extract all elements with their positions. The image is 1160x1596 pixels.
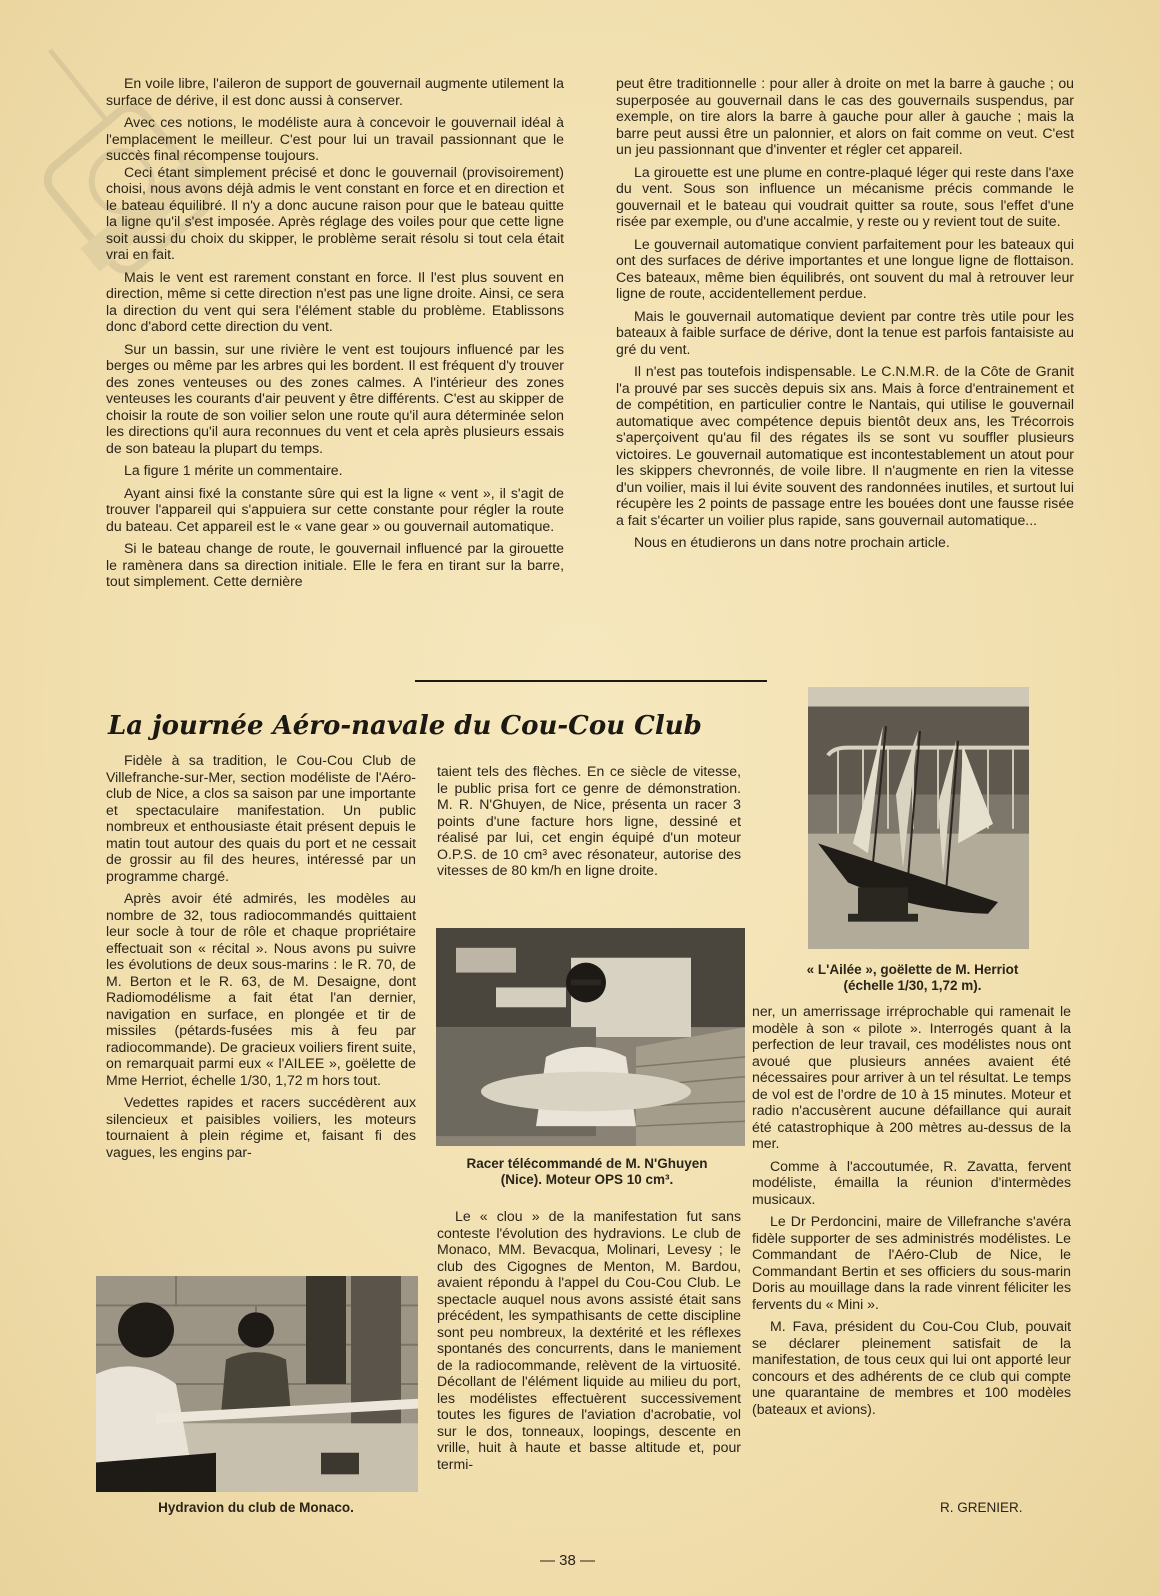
seaplane-model-photo [96,1276,418,1492]
paragraph: Ayant ainsi fixé la constante sûre qui est la ligne « vent », il s'agit de trouver l'appareil qui s'appuiera sur cette constante pour régler la route du bateau. Cet appareil est le « vane gear » ou gouvernail automatique. [106,484,564,534]
paragraph: Le gouvernail automatique convient parfaitement pour les bateaux qui ont des surfaces de dérive importantes et une longue ligne de flottaison. Ces bateaux, même bien équilibrés, ont souvent du mal à retrouver leur ligne de route, accidentellement perdue. [616,235,1074,301]
page-number: — 38 — [540,1552,596,1569]
paragraph: Le Dr Perdoncini, maire de Villefranche s'avéra fidèle supporter de ses administrés modélistes. Le Commandant de l'Aéro-Club de Nice, le Commandant Bertin et ses officiers du sous-marin Doris au mouillage dans la rade vinrent féliciter les fervents du « Mini ». [752,1213,1071,1312]
paragraph: Fidèle à sa tradition, le Cou-Cou Club de Villefranche-sur-Mer, section modéliste de l'Aéro-club de Nice, a clos sa saison par une importante et spectaculaire manifestation. Un public nombreux et enthousiaste était présent depuis le matin tout autour des quais du port et ne cessait de grossir au fil des heures, intéressé par un programme chargé. [106,752,416,884]
paragraph: ner, un amerrissage irréprochable qui ramenait le modèle à son « pilote ». Interrogés quant à la perfection de leur travail, ces modélistes nous ont avoué que plusieurs années avaient été nécessaires pour arriver à un tel résultat. Le temps de vol est de l'ordre de 10 à 15 minutes. Moteur et radio n'accusèrent aucune défaillance qui aurait été catastrophique à 200 mètres au-dessus de la mer. [752,1003,1071,1151]
paragraph: Il n'est pas toutefois indispensable. Le C.N.M.R. de la Côte de Granit l'a prouvé par ses succès depuis six ans. Mais à force d'entrainement et de compétition, en particulier contre le Nantais, qui utilise le gouvernail automatique avec compétence depuis bientôt deux ans, les Trécorrois s'aperçoivent qu'au fil des régates ils se sont vu souffler plusieurs victoires. Le gouvernail automatique est incontestablement un atout pour les skippers chevronnés, de voile libre. Il n'augmente en rien la vitesse d'un voilier, mais il lui évite souvent des randonnées inutiles, et surtout lui récupère les 2 points de passage entre les bouées dont une fausse risée a fait s'écarter un voilier plus rapide, sans gouvernail automatique... [616,363,1074,528]
article-column-b-top [437,763,741,885]
article-title: La journée Aéro-navale du Cou-Cou Club [108,711,702,741]
paragraph: M. Fava, président du Cou-Cou Club, pouvait se déclarer pleinement satisfait de la manifestation, de tous ceux qui lui ont apporté leur concours et des adhérents de ce club qui compte une quarantaine de membres et 100 modèles (bateaux et avions). [752,1318,1071,1417]
caption-line: (échelle 1/30, 1,72 m). [843,978,982,993]
paragraph: Sur un bassin, sur une rivière le vent est toujours influencé par les berges ou même par les arbres qui les bordent. Il est fréquent d'y trouver des zones venteuses ou des zones calmes. A l'intérieur des zones venteuses les courants d'air peuvent y être différents. C'est au skipper de choisir la route de son voilier selon une route qu'il aura déterminée selon les directions qu'il aura reconnues du vent et cela après plusieurs essais de son bateau la plupart du temps. [106,340,564,456]
caption-line: « L'Ailée », goëlette de M. Herriot [806,962,1019,977]
paragraph: Ceci étant simplement précisé et donc le gouvernail (provisoirement) choisi, nous avons déjà admis le vent constant en force et en direction et le bateau équilibré. Il n'y a donc aucune raison pour que le bateau quitte la ligne qu'il s'est imposée. Après réglage des voiles pour que cette ligne soit aussi du choix du skipper, le problème serait résolu si tout cela était vrai en fait. [106,163,564,262]
paragraph: La figure 1 mérite un commentaire. [124,462,343,478]
paragraph: Si le bateau change de route, le gouvernail influencé par la girouette le ramènera dans sa direction initiale. Elle le fera en tirant sur la barre, tout simplement. Cette dernière [106,540,564,589]
article-column-a [106,752,416,1166]
previous-article-right-column [616,75,1074,557]
paragraph: taient tels des flèches. En ce siècle de vitesse, le public prisa fort ce genre de démonstration. M. R. N'Ghuyen, de Nice, présenta un racer 3 points d'une facture hors ligne, dessiné et réalisé par lui, cet engin équipé d'un moteur O.P.S. de 10 cm³ avec résonateur, autorise des vitesses de 80 km/h en ligne droite. [437,763,741,878]
paragraph: Après avoir été admirés, les modèles au nombre de 32, tous radiocommandés quittaient leur socle à tour de rôle et chaque propriétaire effectuait son « récital ». Nous avons pu suivre les évolutions de deux sous-marins : le R. 70, de M. Berton et le R. 63, de M. Desaigne, dont Radiomodélisme a fait état l'an dernier, navigation en surface, en plongée et tir de missiles (pétards-fusées mis à feu par radiocommande). De gracieux voiliers firent suite, on remarquait parmi eux « l'AILEE », goëlette de Mme Herriot, échelle 1/30, 1,72 m hors tout. [106,890,416,1088]
schooner-photo-caption [760,962,1065,994]
paragraph: peut être traditionnelle : pour aller à droite on met la barre à gauche ; ou superposée au gouvernail dans le cas des gouvernails suspendus, par exemple, on tire alors la barre à gauche pour aller à gauche ; mais la barre peut aussi être un palonnier, et alors on fait comme on veut. C'est un jeu passionnant que d'inventer et régler cet appareil. [616,75,1074,157]
paragraph: Le « clou » de la manifestation fut sans conteste l'évolution des hydravions. Le club de Monaco, MM. Bevacqua, Molinari, Levesy ; le club des Cigognes de Menton, M. Bardou, avaient répondu à l'appel du Cou-Cou Club. Le spectacle auquel nous avons assisté était sans précédent, les sympathisants de cette discipline sont peu nombreux, la dextérité et les réflexes spontanés des concurrents, dans le maniement de la radiocommande, relèvent de la virtuosité. Décollant de l'élément liquide au milieu du port, les modélistes effectuèrent successivement toutes les figures de l'aviation d'acrobatie, vol sur le dos, tonneaux, loopings, descente en vrille, huit à haute et basse altitude et, pour termi- [437,1208,741,1472]
caption-line: (Nice). Moteur OPS 10 cm³. [500,1172,674,1187]
paragraph: Mais le vent est rarement constant en force. Il l'est plus souvent en direction, même si cette direction n'est pas une ligne droite. Ainsi, ce sera la direction du vent qui sera l'élément stable du problème. Etablissons donc d'abord cette direction du vent. [106,268,564,334]
article-separator-rule [415,680,767,682]
racer-photo-caption [430,1156,744,1188]
seaplane-photo-caption: Hydravion du club de Monaco. [158,1500,354,1515]
paragraph: En voile libre, l'aileron de support de gouvernail augmente utilement la surface de dérive, il est donc aussi à conserver. [106,75,564,108]
paragraph: Nous en étudierons un dans notre prochain article. [634,534,950,550]
paragraph: Mais le gouvernail automatique devient par contre très utile pour les bateaux à faible surface de dérive, dont la tenue est parfois fantaisiste au gré du vent. [616,307,1074,357]
schooner-model-photo [808,687,1029,949]
author-signature: R. GRENIER. [940,1500,1023,1515]
paragraph: Vedettes rapides et racers succédèrent aux silencieux et paisibles voiliers, les moteurs tournaient à plein régime et, faisant fi des vagues, les engins par- [106,1094,416,1160]
previous-article-left-column [106,75,564,596]
article-column-b-bottom [437,1208,741,1478]
paragraph: Comme à l'accoutumée, R. Zavatta, fervent modéliste, émailla la réunion d'intermèdes musicaux. [752,1157,1071,1207]
paragraph: La girouette est une plume en contre-plaqué léger qui reste dans l'axe du vent. Sous son influence un mécanisme précis commande le gouvernail et le bateau qui voudrait quitter sa route, sous l'effet d'une risée par exemple, ou d'une accalmie, y reste ou y revient tout de suite. [616,163,1074,229]
paragraph: Avec ces notions, le modéliste aura à concevoir le gouvernail idéal à l'emplacement le meilleur. C'est pour lui un travail passionnant que le succès final récompense toujours. [106,114,564,163]
racer-model-photo [436,928,745,1146]
caption-line: Racer télécommandé de M. N'Ghuyen [466,1156,708,1171]
article-column-c [752,1003,1071,1423]
